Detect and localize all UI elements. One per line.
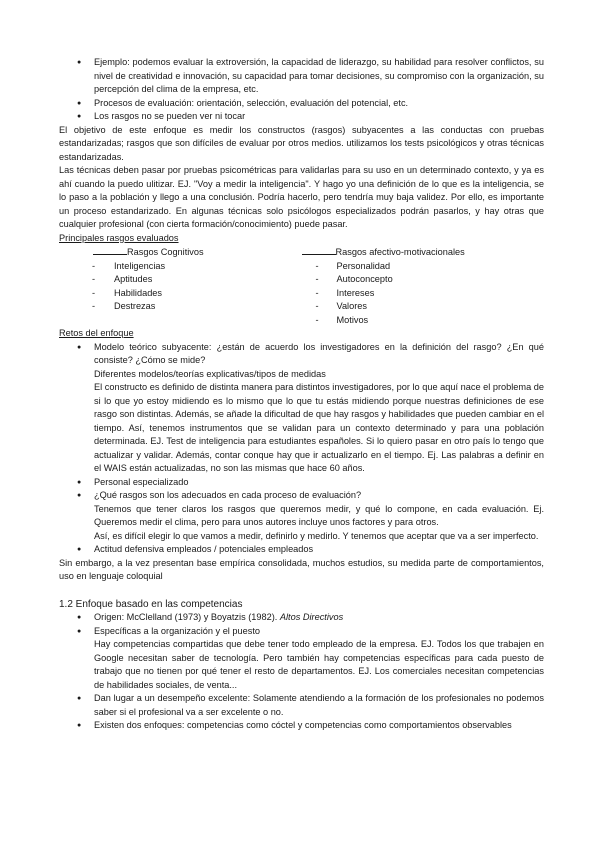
- list-item: [59, 611, 544, 625]
- list-item: ● Personal especializado: [59, 476, 544, 490]
- origin-text: Origen: McClelland (1973) y Boyatzis (1982).: [94, 612, 280, 622]
- list-item: ● Procesos de evaluación: orientación, selección, evaluación del potencial, etc.: [59, 97, 544, 111]
- sub-paragraph: Así, es difícil elegir lo que vamos a medir, definirlo y medirlo. Y tenemos que aceptar que va a ser imperfecto.: [94, 530, 539, 541]
- cognitive-column: [59, 245, 302, 327]
- affective-column: [302, 245, 545, 327]
- paragraph-techniques: Las técnicas deben pasar por pruebas psicométricas para validarlas para su uso en un determinado contexto, y ya es ahí cuando la puedo ulitizar. EJ. "Voy a medir la inteligencia". Y hago yo una definición de lo que es la inteligencia, se lo paso a la población y llego a una conclusión. Podría hacerlo, pero tendría muy baja validez. Por ello, es importante un proceso estandarizado. En algunas técnicas solo psicólogos especializados podrán pasarlos, y hay otras que cualquier profesional (con cierta formación/conocimiento) puede pasar.: [59, 165, 544, 229]
- origin-italic: Altos Directivos: [279, 612, 344, 622]
- affective-title: Rasgos afectivo-motivacionales: [335, 247, 465, 257]
- cognitive-title: Rasgos Cognitivos: [127, 247, 204, 257]
- section-title: 1.2 Enfoque basado en las competencias: [59, 598, 243, 610]
- list-item: - Intereses: [302, 287, 545, 301]
- rasgos-heading: Principales rasgos evaluados: [59, 232, 179, 243]
- retos-heading: Retos del enfoque: [59, 328, 134, 338]
- retos-list: [59, 341, 544, 557]
- list-item: - Destrezas: [59, 300, 302, 314]
- document-page: [59, 56, 544, 733]
- affective-list: [302, 260, 545, 328]
- list-item: ● Actitud defensiva empleados / potenciales empleados: [59, 543, 544, 557]
- list-item: - Habilidades: [59, 287, 302, 301]
- list-item: ● Dan lugar a un desempeño excelente: Solamente atendiendo a la formación de los profesionales no podemos saber si el profesional va a ser excelente o no.: [59, 692, 544, 719]
- list-item: - Aptitudes: [59, 273, 302, 287]
- list-item: ● Existen dos enfoques: competencias como cóctel y competencias como comportamientos observables: [59, 719, 544, 733]
- list-item: - Autoconcepto: [302, 273, 545, 287]
- rasgos-columns: [59, 245, 544, 327]
- blank-line: [302, 245, 336, 255]
- paragraph-however: Sin embargo, a la vez presentan base empírica consolidada, muchos estudios, su medida parte de comportamientos, uso en lenguaje coloquial: [59, 557, 544, 581]
- list-item: ● Específicas a la organización y el puesto: [59, 625, 544, 639]
- list-item: ● ¿Qué rasgos son los adecuados en cada proceso de evaluación?: [59, 489, 544, 503]
- competencias-list: [59, 611, 544, 733]
- paragraph-objective: El objetivo de este enfoque es medir los constructos (rasgos) subyacentes a las conductas con pruebas estandarizadas; rasgos que son difíciles de evaluar por otros medios. utilizamos los tests psicológicos y otras técnicas estandarizadas.: [59, 124, 544, 162]
- sub-paragraph: El constructo es definido de distinta manera para distintos investigadores, por lo que aquí nace el problema de si lo que yo estoy midiendo es lo mismo que lo que tu estás midiendo porque nuestras definiciones de ese rasgo son distintas. Además, se añade la dificultad de que hay rasgos y habilidades que pueden cambiar en el tiempo. Así, tenemos instrumentos que se validan para un contexto determinado y para una población determinada. EJ. Test de inteligencia para estudiantes españoles. Si lo quiero pasar en otro país lo tengo que actualizar y validar. Además, contar conque hay que ir actualizarlo en el tiempo. Ej. Las palabras a definir en el WAIS están actualizadas, no son las mismas que hace 60 años.: [94, 382, 544, 473]
- sub-paragraph: Hay competencias compartidas que debe tener todo empleado de la empresa. EJ. Todos los que trabajen en Google necesitan saber de tecnología. Pero también hay competencias específicas para cada puesto de trabajo que no tienen por qué tener el resto de departamentos. EJ. Los comerciales necesitan competencias de habilidades sociales, de venta...: [94, 639, 544, 690]
- list-item: - Motivos: [302, 314, 545, 328]
- list-item: - Inteligencias: [59, 260, 302, 274]
- list-item: ● Modelo teórico subyacente: ¿están de acuerdo los investigadores en la definición del rasgo? ¿En qué consiste? ¿Cómo se mide?: [59, 341, 544, 368]
- list-item: ● Los rasgos no se pueden ver ni tocar: [59, 110, 544, 124]
- top-bullet-list: [59, 56, 544, 124]
- list-item: - Valores: [302, 300, 545, 314]
- list-item: - Personalidad: [302, 260, 545, 274]
- list-item: ● Ejemplo: podemos evaluar la extroversión, la capacidad de liderazgo, su habilidad para resolver conflictos, su nivel de creatividad e innovación, su capacidad para tomar decisiones, su compromiso con la organización, su percepción del clima de la empresa, etc.: [59, 56, 544, 97]
- blank-line: [93, 245, 127, 255]
- sub-paragraph: Diferentes modelos/teorías explicativas/tipos de medidas: [94, 368, 326, 379]
- sub-paragraph: Tenemos que tener claros los rasgos que queremos medir, y qué lo compone, en cada evaluación. Ej. Queremos medir el clima, pero para unos autores incluye unos factores y para otros.: [94, 503, 544, 527]
- cognitive-list: [59, 260, 302, 314]
